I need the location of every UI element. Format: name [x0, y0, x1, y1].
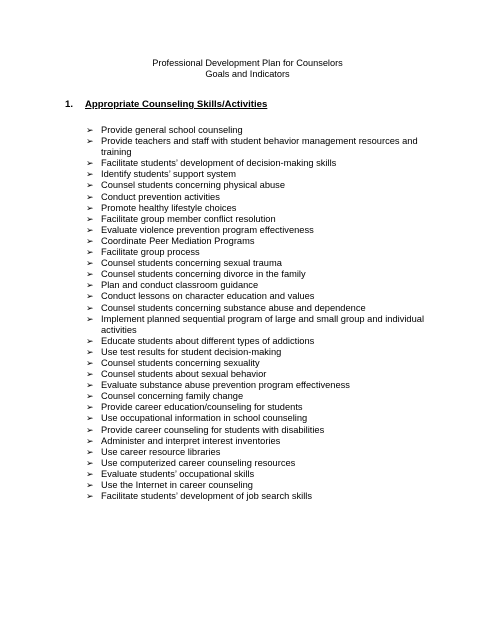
- arrow-bullet-icon: ➢: [86, 357, 94, 368]
- list-item: [86, 236, 426, 247]
- list-item-text: Implement planned sequential program of large and small group and individual activities: [101, 313, 425, 335]
- arrow-bullet-icon: ➢: [86, 302, 94, 313]
- list-item: [86, 369, 426, 380]
- list-item-text: Counsel students concerning divorce in the family: [101, 269, 306, 280]
- arrow-bullet-icon: ➢: [86, 269, 94, 280]
- list-item-text: Conduct prevention activities: [101, 191, 220, 202]
- list-item-text: Educate students about different types of addictions: [101, 335, 315, 346]
- arrow-bullet-icon: ➢: [86, 424, 94, 435]
- arrow-bullet-icon: ➢: [86, 202, 94, 213]
- list-item: [86, 314, 426, 336]
- list-item: [86, 303, 426, 314]
- list-item-text: Counsel students concerning sexuality: [101, 357, 260, 368]
- arrow-bullet-icon: ➢: [86, 491, 94, 502]
- list-item-text: Provide career counseling for students with disabilities: [101, 424, 325, 435]
- list-item-text: Counsel students about sexual behavior: [101, 369, 267, 380]
- arrow-bullet-icon: ➢: [86, 169, 94, 180]
- arrow-bullet-icon: ➢: [86, 446, 94, 457]
- list-item-text: Counsel students concerning substance abuse and dependence: [101, 302, 366, 313]
- section-number: 1.: [65, 99, 74, 110]
- list-item: [86, 458, 426, 469]
- arrow-bullet-icon: ➢: [86, 247, 94, 258]
- list-item-text: Use occupational information in school counseling: [101, 413, 308, 424]
- list-item-text: Conduct lessons on character education and values: [101, 291, 315, 302]
- arrow-bullet-icon: ➢: [86, 158, 94, 169]
- list-item: [86, 247, 426, 258]
- list-item: [86, 225, 426, 236]
- arrow-bullet-icon: ➢: [86, 180, 94, 191]
- list-item: [86, 402, 426, 413]
- list-item-text: Facilitate students’ development of decision-making skills: [101, 158, 337, 169]
- arrow-bullet-icon: ➢: [86, 280, 94, 291]
- arrow-bullet-icon: ➢: [86, 213, 94, 224]
- arrow-bullet-icon: ➢: [86, 380, 94, 391]
- list-item: [86, 291, 426, 302]
- list-item-text: Coordinate Peer Mediation Programs: [101, 235, 255, 246]
- list-item: [86, 480, 426, 491]
- list-item: [86, 469, 426, 480]
- list-item: [86, 169, 426, 180]
- arrow-bullet-icon: ➢: [86, 224, 94, 235]
- list-item-text: Facilitate group member conflict resolution: [101, 213, 276, 224]
- arrow-bullet-icon: ➢: [86, 346, 94, 357]
- list-item: [86, 269, 426, 280]
- list-item-text: Evaluate students’ occupational skills: [101, 468, 255, 479]
- list-item-text: Administer and interpret interest inventories: [101, 435, 281, 446]
- arrow-bullet-icon: ➢: [86, 391, 94, 402]
- arrow-bullet-icon: ➢: [86, 435, 94, 446]
- arrow-bullet-icon: ➢: [86, 335, 94, 346]
- arrow-bullet-icon: ➢: [86, 402, 94, 413]
- list-item-text: Identify students’ support system: [101, 169, 237, 180]
- arrow-bullet-icon: ➢: [86, 457, 94, 468]
- list-item-text: Provide general school counseling: [101, 125, 243, 135]
- arrow-bullet-icon: ➢: [86, 480, 94, 490]
- list-item-text: Provide career education/counseling for students: [101, 402, 303, 413]
- list-item-text: Counsel students concerning sexual trauma: [101, 258, 282, 269]
- arrow-bullet-icon: ➢: [86, 468, 94, 479]
- list-item: [86, 358, 426, 369]
- list-item: [86, 214, 426, 225]
- list-item-text: Use test results for student decision-making: [101, 346, 282, 357]
- list-item-text: Counsel concerning family change: [101, 391, 244, 402]
- list-item-text: Provide teachers and staff with student behavior management resources and training: [101, 136, 418, 158]
- arrow-bullet-icon: ➢: [86, 136, 94, 147]
- list-item-text: Plan and conduct classroom guidance: [101, 280, 259, 291]
- list-item-text: Promote healthy lifestyle choices: [101, 202, 237, 213]
- list-item: [86, 436, 426, 447]
- arrow-bullet-icon: ➢: [86, 413, 94, 424]
- list-item: [86, 380, 426, 391]
- list-item-text: Evaluate violence prevention program effectiveness: [101, 224, 314, 235]
- arrow-bullet-icon: ➢: [86, 191, 94, 202]
- list-item-text: Use computerized career counseling resources: [101, 457, 296, 468]
- list-item: [86, 447, 426, 458]
- list-item: [86, 280, 426, 291]
- list-item: [86, 158, 426, 169]
- list-item: [86, 425, 426, 436]
- list-item: [86, 413, 426, 424]
- title-line-1: Professional Development Plan for Counselors: [152, 58, 343, 68]
- list-item-text: Evaluate substance abuse prevention program effectiveness: [101, 380, 350, 391]
- list-item: [86, 125, 426, 136]
- list-item: [86, 180, 426, 191]
- arrow-bullet-icon: ➢: [86, 258, 94, 269]
- list-item-text: Use the Internet in career counseling: [101, 480, 253, 490]
- list-item: [86, 203, 426, 214]
- list-item: [86, 336, 426, 347]
- document-title: [0, 58, 495, 80]
- section-heading-text: Appropriate Counseling Skills/Activities: [85, 99, 268, 110]
- arrow-bullet-icon: ➢: [86, 235, 94, 246]
- arrow-bullet-icon: ➢: [86, 369, 94, 380]
- list-item-text: Facilitate group process: [101, 247, 200, 258]
- section-heading: [65, 99, 267, 110]
- title-line-2: Goals and Indicators: [205, 69, 290, 79]
- list-item: [86, 491, 426, 502]
- arrow-bullet-icon: ➢: [86, 313, 94, 324]
- list-item-text: Counsel students concerning physical abuse: [101, 180, 285, 191]
- arrow-bullet-icon: ➢: [86, 125, 94, 135]
- indicator-list: [86, 125, 426, 502]
- list-item: [86, 136, 426, 158]
- list-item: [86, 258, 426, 269]
- list-item: [86, 347, 426, 358]
- arrow-bullet-icon: ➢: [86, 291, 94, 302]
- list-item: [86, 192, 426, 203]
- list-item-text: Use career resource libraries: [101, 446, 221, 457]
- list-item: [86, 391, 426, 402]
- list-item-text: Facilitate students’ development of job search skills: [101, 491, 313, 502]
